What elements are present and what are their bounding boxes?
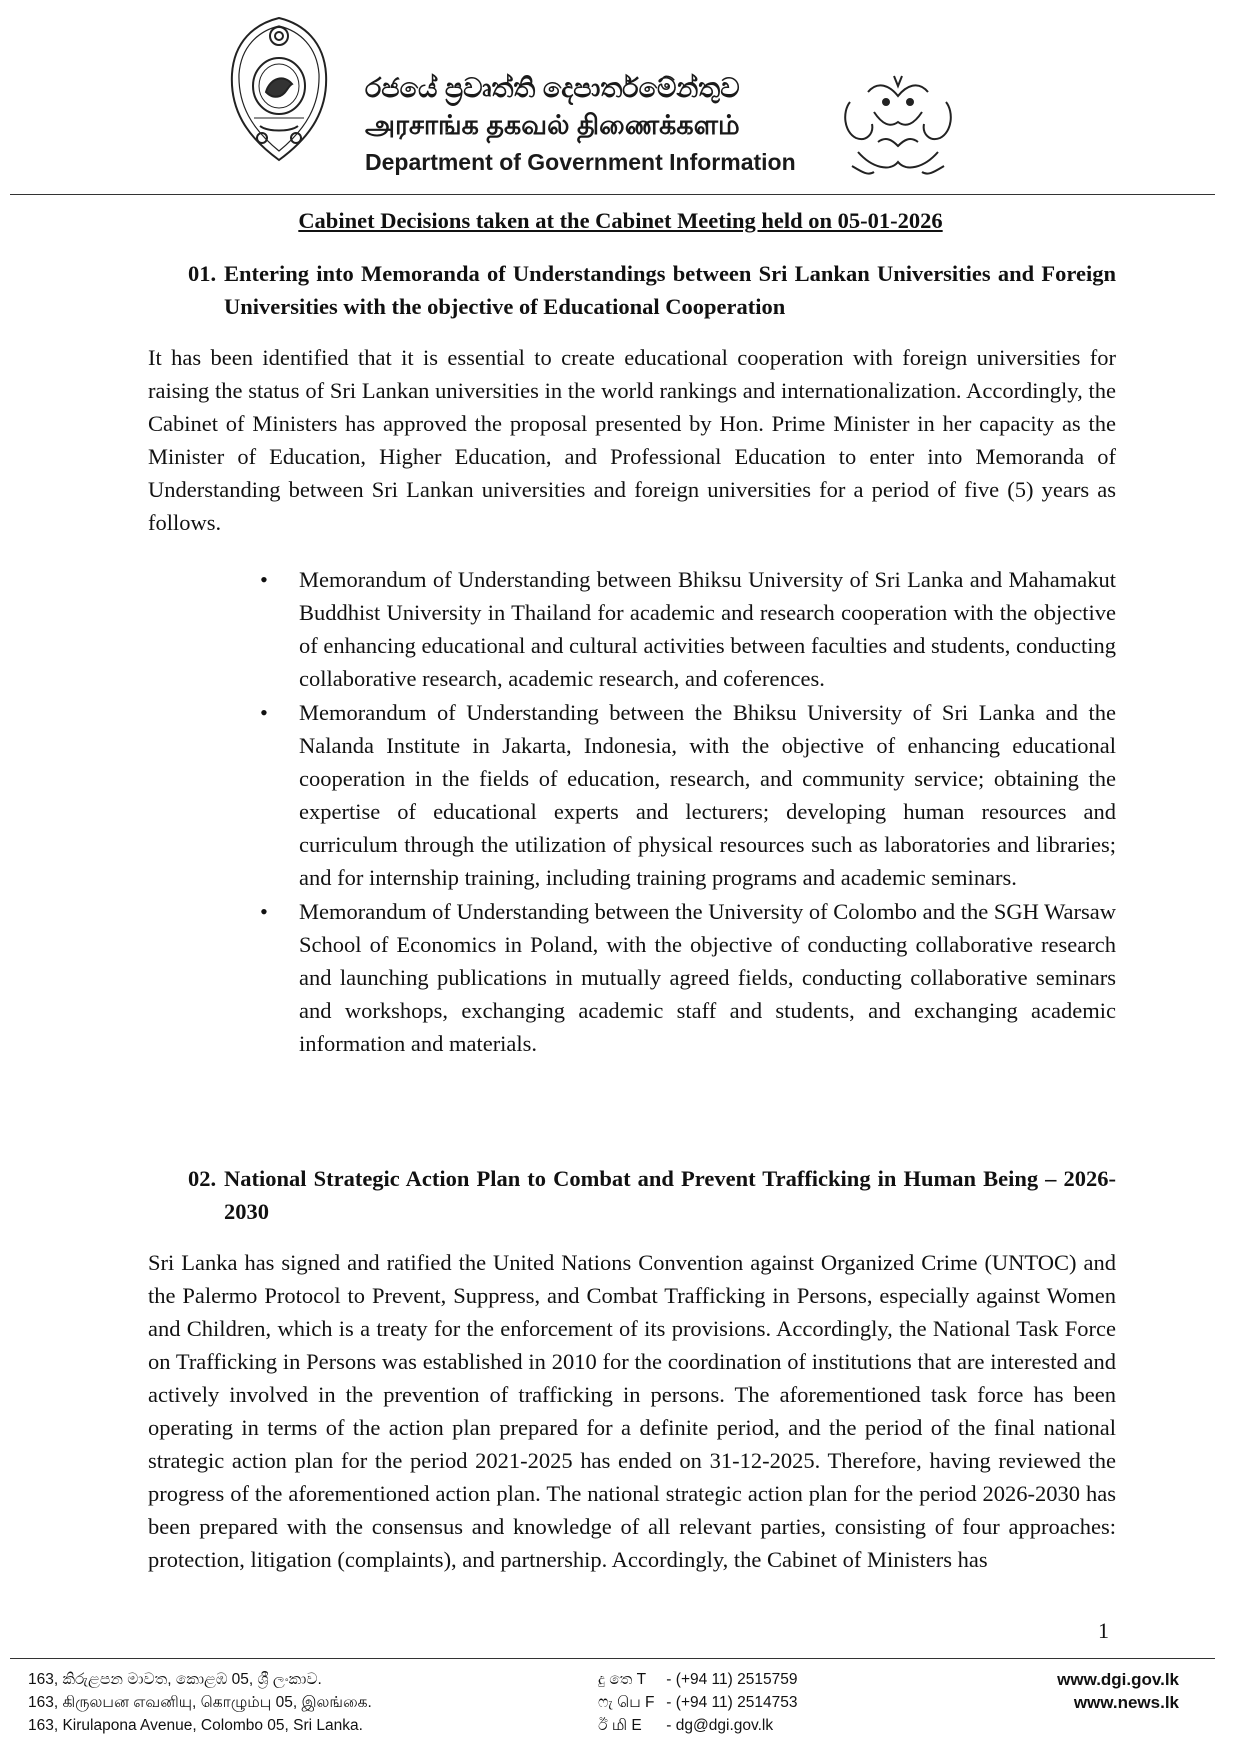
section-number: 02. <box>188 1166 217 1191</box>
bullet-icon: • <box>260 567 268 592</box>
section-paragraph: Sri Lanka has signed and ratified the United Nations Convention against Organized Crime (UNTOC) and the Palermo Protocol to Prevent, Suppress, and Combat Trafficking in Persons, especially against Women and Children, which is a treaty for the enforcement of its provisions. Accordingly, the National Task Force on Trafficking in Persons was established in 2010 for the coordination of institutions that are interested and actively involved in the prevention of trafficking in persons. The aforementioned task force has been operating in terms of the action plan prepared for a definite period, and the period of the final national strategic action plan for the period 2021-2025 has ended on 31-12-2025. Therefore, having reviewed the progress of the aforementioned action plan. The national strategic action plan for the period 2026-2030 has been prepared with the consensus and knowledge of all relevant parties, consisting of four approaches: protection, litigation (complaints), and partnership. Accordingly, the Cabinet of Ministers has <box>148 1250 1116 1572</box>
decorative-ornament-icon <box>838 72 958 180</box>
email-link[interactable]: dg@dgi.gov.lk <box>675 1717 774 1734</box>
phone-label: දු තෙ T <box>598 1671 647 1688</box>
list-item-text: Memorandum of Understanding between the Bhiksu University of Sri Lanka and the Nalanda Institute in Jakarta, Indonesia, with the objective of enhancing educational cooperation in the fields of education, research, and community service; obtaining the expertise of educational experts and lecturers; developing human resources and curriculum through the utilization of physical resources such as laboratories and libraries; and for internship training, including training programs and academic seminars. <box>299 700 1116 890</box>
dept-name-english: Department of Government Information <box>365 149 796 175</box>
footer-contact <box>598 1668 797 1737</box>
email-row: ඊ மி E - dg@dgi.gov.lk <box>598 1714 797 1737</box>
list-item <box>260 696 1116 894</box>
page-number: 1 <box>1098 1618 1109 1643</box>
department-names <box>365 70 796 181</box>
footer-websites <box>1057 1668 1179 1714</box>
bullet-icon: • <box>260 700 268 725</box>
bullet-list <box>260 563 1116 1061</box>
section-paragraph: It has been identified that it is essential to create educational cooperation with foreign universities for raising the status of Sri Lankan universities in the world rankings and internationalization. Accordingly, the Cabinet of Ministers has approved the proposal presented by Hon. Prime Minister in her capacity as the Minister of Education, Higher Education, and Professional Education to enter into Memoranda of Understanding between Sri Lankan universities and foreign universities for a period of five (5) years as follows. <box>148 345 1116 535</box>
bullet-icon: • <box>260 899 268 924</box>
list-item-text: Memorandum of Understanding between Bhiksu University of Sri Lanka and Mahamakut Buddhist University in Thailand for academic and research cooperation with the objective of enhancing educational and cultural activities between faculties and students, conducting collaborative research, academic research, and coferences. <box>299 567 1116 691</box>
dept-name-tamil: அரசாங்க தகவல் திணைக்களம் <box>365 110 740 140</box>
footer-divider <box>10 1658 1215 1659</box>
dept-name-sinhala: රජයේ ප්‍රවෘත්ති දෙපාර්තමේන්තුව <box>365 73 740 103</box>
letterhead <box>0 0 1241 200</box>
address-english: 163, Kirulapona Avenue, Colombo 05, Sri Lanka. <box>28 1717 363 1734</box>
document-title: Cabinet Decisions taken at the Cabinet Meeting held on 05-01-2026 <box>298 208 943 233</box>
section-title: Entering into Memoranda of Understandings between Sri Lankan Universities and Foreign Universities with the objective of Educational Cooperation <box>224 261 1116 319</box>
list-item-text: Memorandum of Understanding between the University of Colombo and the SGH Warsaw School of Economics in Poland, with the objective of conducting collaborative research and launching publications in mutually agreed fields, conducting collaborative seminars and workshops, exchanging academic staff and students, and exchanging academic information and materials. <box>299 899 1116 1056</box>
address-tamil: 163, கிருலபன எவனியு, கொழும்பு 05, இலங்கை. <box>28 1694 372 1711</box>
list-item <box>260 895 1116 1060</box>
section-title: National Strategic Action Plan to Combat and Prevent Trafficking in Human Being – 2026- 2030 <box>224 1166 1116 1224</box>
sri-lanka-emblem-icon <box>224 14 334 164</box>
website-link-news[interactable]: www.news.lk <box>1073 1693 1179 1712</box>
phone-number: (+94 11) 2515759 <box>675 1671 798 1688</box>
section-number: 01. <box>188 261 217 286</box>
footer <box>0 1668 1241 1755</box>
website-link-dgi[interactable]: www.dgi.gov.lk <box>1057 1670 1179 1689</box>
fax-number: (+94 11) 2514753 <box>675 1694 798 1711</box>
footer-address <box>28 1668 372 1737</box>
email-label: ඊ மி E <box>598 1717 642 1734</box>
phone-row: දු තෙ T - (+94 11) 2515759 <box>598 1668 797 1691</box>
list-item <box>260 563 1116 695</box>
fax-row: ෆැ பெ F - (+94 11) 2514753 <box>598 1691 797 1714</box>
header-divider <box>10 194 1215 195</box>
address-sinhala: 163, කිරුළපන මාවත, කොළඹ 05, ශ්‍රී ලංකාව. <box>28 1671 322 1688</box>
fax-label: ෆැ பெ F <box>598 1694 655 1711</box>
